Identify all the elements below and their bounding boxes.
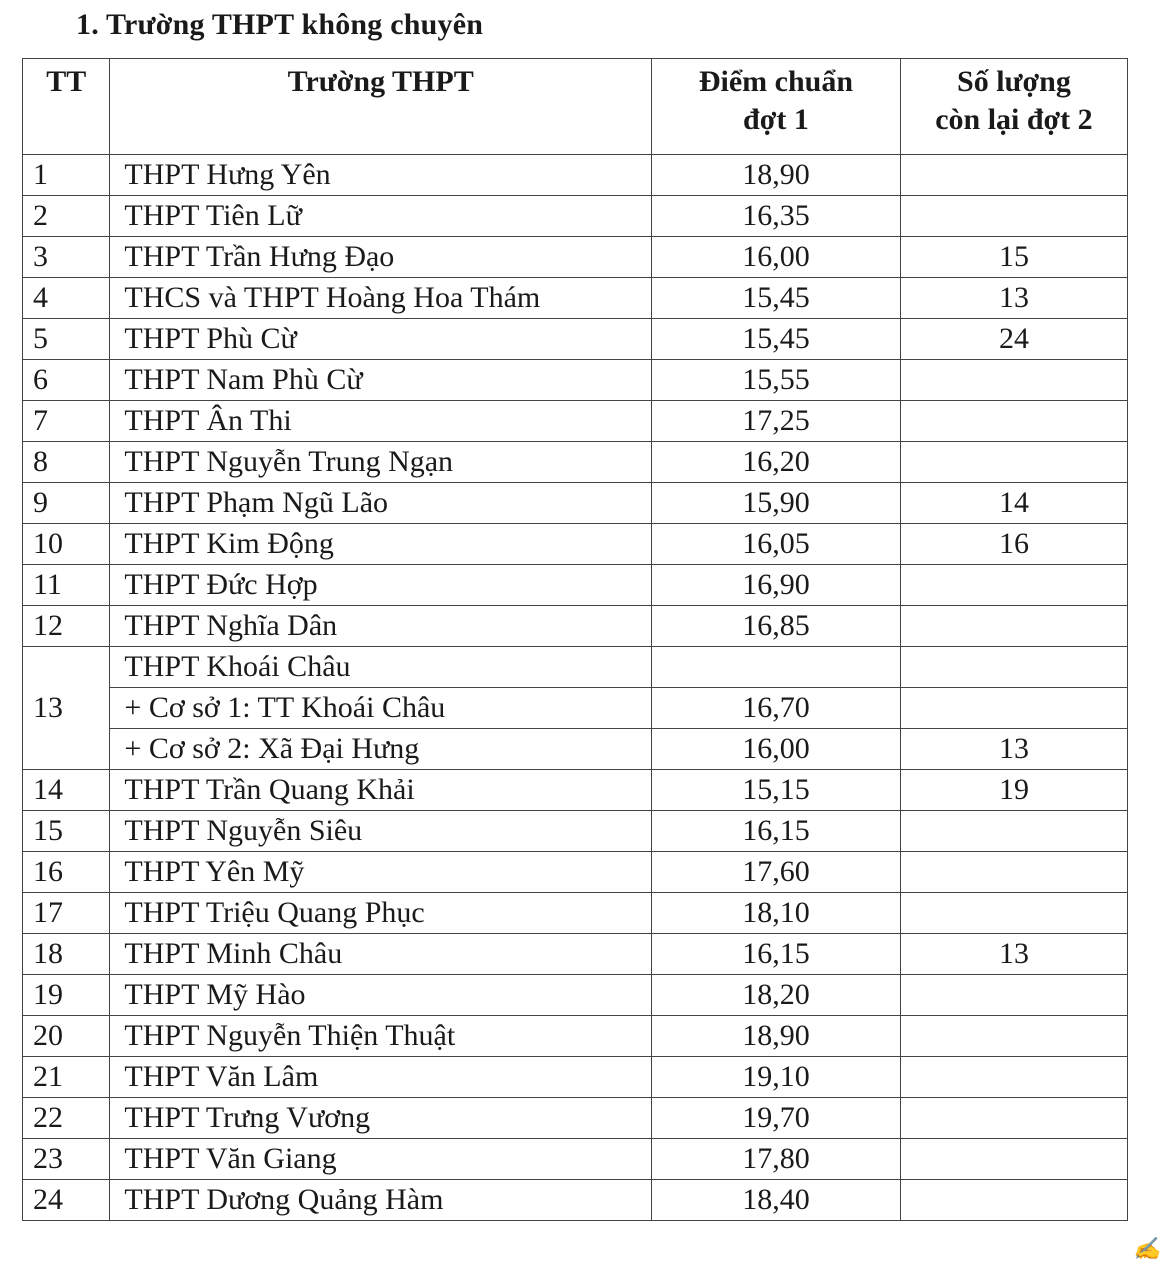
cell-score: 16,85 — [652, 606, 901, 647]
table-row — [23, 278, 1128, 319]
header-remaining-line1: Số lượng — [957, 65, 1071, 98]
cell-tt: 15 — [23, 811, 110, 852]
table-row — [23, 975, 1128, 1016]
cell-score: 16,00 — [652, 729, 901, 770]
cell-remaining: 13 — [900, 729, 1127, 770]
cell-school-name: THPT Đức Hợp — [110, 565, 652, 606]
header-score-line1: Điểm chuẩn — [698, 65, 854, 98]
cell-tt: 18 — [23, 934, 110, 975]
cell-remaining — [900, 688, 1127, 729]
cell-tt: 10 — [23, 524, 110, 565]
cell-remaining — [900, 360, 1127, 401]
section-heading: 1. Trường THPT không chuyên — [76, 8, 484, 41]
cell-tt: 20 — [23, 1016, 110, 1057]
table-row — [23, 401, 1128, 442]
cell-tt: 17 — [23, 893, 110, 934]
table-row — [23, 237, 1128, 278]
cell-tt: 2 — [23, 196, 110, 237]
cell-tt: 13 — [23, 647, 110, 770]
cell-score: 18,10 — [652, 893, 901, 934]
cell-score: 18,20 — [652, 975, 901, 1016]
cell-school-name: THPT Nghĩa Dân — [110, 606, 652, 647]
cell-school-name: THPT Phạm Ngũ Lão — [110, 483, 652, 524]
table-row — [23, 1139, 1128, 1180]
table-body — [23, 155, 1128, 1221]
cell-tt: 22 — [23, 1098, 110, 1139]
cell-score: 16,15 — [652, 934, 901, 975]
cell-tt: 14 — [23, 770, 110, 811]
cell-remaining — [900, 1180, 1127, 1221]
cell-tt: 9 — [23, 483, 110, 524]
table-row — [23, 1057, 1128, 1098]
cell-score: 15,15 — [652, 770, 901, 811]
cell-score: 16,15 — [652, 811, 901, 852]
cell-score: 15,45 — [652, 319, 901, 360]
cell-tt: 8 — [23, 442, 110, 483]
table-header-row — [23, 59, 1128, 155]
table-row — [23, 606, 1128, 647]
cell-school-name: THPT Triệu Quang Phục — [110, 893, 652, 934]
cell-tt: 21 — [23, 1057, 110, 1098]
cell-school-name: THPT Hưng Yên — [110, 155, 652, 196]
cell-remaining — [900, 606, 1127, 647]
table-row — [23, 852, 1128, 893]
cell-remaining: 14 — [900, 483, 1127, 524]
cell-remaining: 13 — [900, 934, 1127, 975]
cell-school-name: THPT Trưng Vương — [110, 1098, 652, 1139]
cell-score: 18,90 — [652, 155, 901, 196]
table-row — [23, 442, 1128, 483]
cell-score: 19,70 — [652, 1098, 901, 1139]
cell-remaining — [900, 155, 1127, 196]
cell-score: 16,00 — [652, 237, 901, 278]
cell-school-name: THPT Ân Thi — [110, 401, 652, 442]
cell-remaining: 19 — [900, 770, 1127, 811]
cell-campus-name: + Cơ sở 1: TT Khoái Châu — [110, 688, 652, 729]
cell-remaining — [900, 196, 1127, 237]
cell-remaining — [900, 852, 1127, 893]
cell-score: 17,25 — [652, 401, 901, 442]
cell-score: 18,90 — [652, 1016, 901, 1057]
header-school: Trường THPT — [110, 59, 652, 155]
cell-school-name: THPT Văn Lâm — [110, 1057, 652, 1098]
admission-scores-table — [22, 58, 1128, 1221]
header-remaining — [900, 59, 1127, 155]
table-row — [23, 811, 1128, 852]
cell-remaining — [900, 1139, 1127, 1180]
cell-tt: 23 — [23, 1139, 110, 1180]
cell-remaining: 13 — [900, 278, 1127, 319]
cell-remaining — [900, 1057, 1127, 1098]
cell-tt: 12 — [23, 606, 110, 647]
header-tt: TT — [23, 59, 110, 155]
cell-school-name: THPT Minh Châu — [110, 934, 652, 975]
cell-tt: 1 — [23, 155, 110, 196]
table-row — [23, 1180, 1128, 1221]
cell-school-name: THPT Kim Động — [110, 524, 652, 565]
cell-school-name: THPT Mỹ Hào — [110, 975, 652, 1016]
table-row — [23, 319, 1128, 360]
table-row — [23, 1016, 1128, 1057]
table-row — [23, 893, 1128, 934]
cell-remaining — [900, 1016, 1127, 1057]
cell-remaining — [900, 975, 1127, 1016]
cell-tt: 16 — [23, 852, 110, 893]
cell-school-name: THPT Nguyễn Trung Ngạn — [110, 442, 652, 483]
cell-remaining — [900, 1098, 1127, 1139]
cell-score: 19,10 — [652, 1057, 901, 1098]
cell-remaining — [900, 893, 1127, 934]
cell-score: 16,70 — [652, 688, 901, 729]
table-row — [23, 155, 1128, 196]
cell-score: 15,55 — [652, 360, 901, 401]
cell-score: 16,90 — [652, 565, 901, 606]
cell-score: 16,20 — [652, 442, 901, 483]
cell-school-name: THPT Khoái Châu — [110, 647, 652, 688]
header-score — [652, 59, 901, 155]
cell-tt: 11 — [23, 565, 110, 606]
cell-remaining — [900, 401, 1127, 442]
cell-score: 17,60 — [652, 852, 901, 893]
cell-school-name: THCS và THPT Hoàng Hoa Thám — [110, 278, 652, 319]
cell-school-name: THPT Trần Hưng Đạo — [110, 237, 652, 278]
table-row — [23, 647, 1128, 688]
cell-tt: 24 — [23, 1180, 110, 1221]
table-row — [23, 360, 1128, 401]
cell-remaining — [900, 811, 1127, 852]
table-row — [23, 565, 1128, 606]
cell-score: 16,35 — [652, 196, 901, 237]
cell-tt: 6 — [23, 360, 110, 401]
table-subrow — [23, 688, 1128, 729]
cell-school-name: THPT Trần Quang Khải — [110, 770, 652, 811]
cell-score — [652, 647, 901, 688]
cell-tt: 4 — [23, 278, 110, 319]
cell-remaining: 15 — [900, 237, 1127, 278]
cell-remaining — [900, 442, 1127, 483]
cell-tt: 5 — [23, 319, 110, 360]
cell-school-name: THPT Nguyễn Siêu — [110, 811, 652, 852]
cell-school-name: THPT Văn Giang — [110, 1139, 652, 1180]
table-row — [23, 770, 1128, 811]
header-remaining-line2: còn lại đợt 2 — [935, 103, 1093, 136]
cell-remaining — [900, 647, 1127, 688]
cell-tt: 3 — [23, 237, 110, 278]
table-row — [23, 934, 1128, 975]
cell-school-name: THPT Nam Phù Cừ — [110, 360, 652, 401]
cell-campus-name: + Cơ sở 2: Xã Đại Hưng — [110, 729, 652, 770]
cell-school-name: THPT Tiên Lữ — [110, 196, 652, 237]
cell-tt: 7 — [23, 401, 110, 442]
cell-score: 15,90 — [652, 483, 901, 524]
table-subrow — [23, 729, 1128, 770]
cell-school-name: THPT Phù Cừ — [110, 319, 652, 360]
cell-tt: 19 — [23, 975, 110, 1016]
table-row — [23, 483, 1128, 524]
cell-school-name: THPT Nguyễn Thiện Thuật — [110, 1016, 652, 1057]
table-row — [23, 1098, 1128, 1139]
cell-remaining: 24 — [900, 319, 1127, 360]
cell-score: 16,05 — [652, 524, 901, 565]
cell-score: 18,40 — [652, 1180, 901, 1221]
cell-remaining: 16 — [900, 524, 1127, 565]
table-row — [23, 196, 1128, 237]
cell-score: 15,45 — [652, 278, 901, 319]
cell-school-name: THPT Dương Quảng Hàm — [110, 1180, 652, 1221]
signature-mark: ✍ — [1133, 1236, 1161, 1261]
header-score-line2: đợt 1 — [743, 103, 809, 136]
cell-school-name: THPT Yên Mỹ — [110, 852, 652, 893]
cell-remaining — [900, 565, 1127, 606]
cell-score: 17,80 — [652, 1139, 901, 1180]
table-row — [23, 524, 1128, 565]
